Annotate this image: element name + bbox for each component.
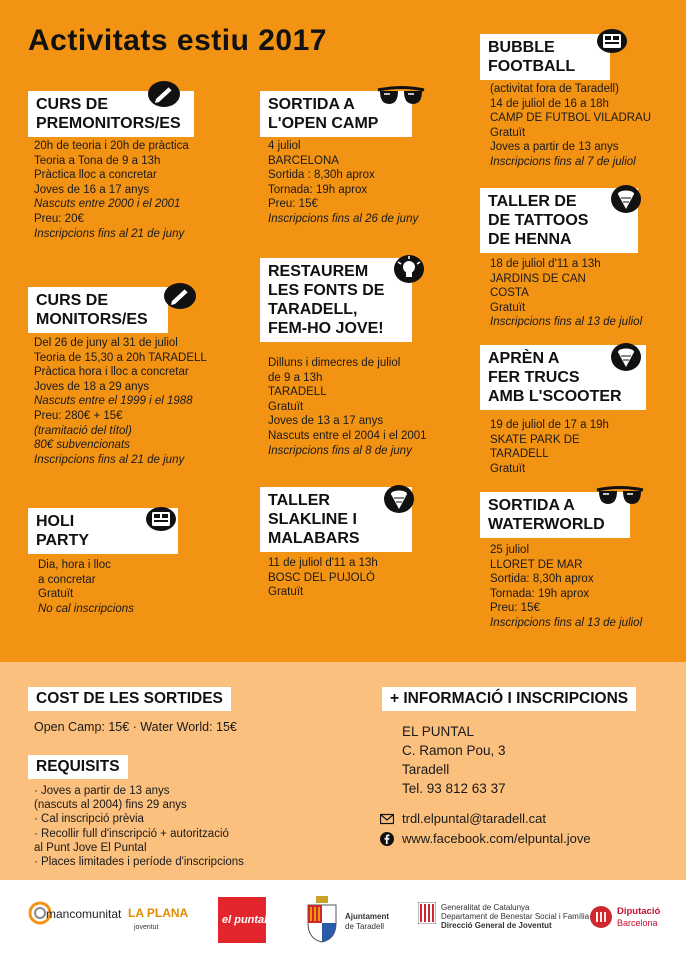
detail-line: Del 26 de juny al 31 de juliol — [34, 337, 178, 349]
diputacio-line-2: Barcelona — [617, 918, 658, 928]
detail-line: 18 de juliol d'11 a 13h — [490, 258, 601, 270]
generalitat-logo-icon — [418, 902, 436, 924]
ticket-icon — [596, 28, 628, 54]
detail-line: Preu: 20€ — [34, 212, 84, 225]
generalitat-line-1: Generalitat de Catalunya — [441, 903, 530, 912]
detail-line: Inscripcions fins al 21 de juny — [34, 453, 185, 466]
email-icon — [380, 812, 394, 826]
detail-line: 4 juliol — [268, 140, 301, 152]
detail-line: Preu: 15€ — [268, 198, 318, 211]
pencil-icon — [147, 80, 181, 108]
diputacio-logo-icon — [589, 905, 613, 929]
heading-line: TARADELL, — [268, 301, 358, 318]
heading-line: SORTIDA A — [488, 497, 575, 514]
heading-line: DE TATTOOS — [488, 212, 589, 229]
costs-heading: COST DE LES SORTIDES — [28, 687, 231, 711]
detail-line: C. Ramon Pou, 3 — [402, 743, 506, 758]
bubble-heading — [480, 34, 610, 80]
heading-line: MONITORS/ES — [36, 311, 148, 328]
heading-line: MALABARS — [268, 530, 360, 547]
email-link[interactable]: trdl.elpuntal@taradell.cat — [402, 811, 546, 826]
contact-address — [402, 722, 506, 798]
heading-line: LES FONTS DE — [268, 282, 385, 299]
fonts-details — [268, 356, 427, 458]
detail-line: de 9 a 13h — [268, 371, 323, 384]
facebook-link[interactable]: www.facebook.com/elpuntal.jove — [402, 831, 591, 846]
heading-line: TALLER — [268, 492, 330, 509]
heading-line: HOLI — [36, 513, 75, 530]
generalitat-line-2: Departament de Benestar Social i Família — [441, 912, 590, 921]
detail-line: (activitat fora de Taradell) — [490, 83, 619, 95]
cone-icon — [383, 484, 415, 514]
detail-line: Inscripcions fins al 13 de juliol — [490, 316, 643, 329]
heading-line: FOOTBALL — [488, 58, 576, 75]
detail-line: JARDINS DE CAN — [490, 272, 586, 285]
detail-line: (nascuts al 2004) fins 29 anys — [34, 799, 187, 812]
detail-line: Gratuït — [268, 400, 304, 413]
heading-line: L'OPEN CAMP — [268, 115, 379, 132]
cone-icon — [610, 184, 642, 214]
detail-line: Taradell — [402, 762, 450, 777]
detail-line: Gratuït — [490, 126, 526, 139]
detail-line: (tramitació del títol) — [34, 424, 132, 437]
pencil-icon — [163, 282, 197, 310]
detail-line: Inscripcions fins al 26 de juny — [268, 212, 419, 225]
detail-line: TARADELL — [490, 448, 549, 461]
detail-line: Nascuts entre el 1999 i el 1988 — [34, 395, 193, 408]
detail-line: Teoria a Tona de 9 a 13h — [34, 154, 161, 167]
heading-line: APRÈN A — [488, 350, 560, 367]
detail-line: BOSC DEL PUJOLÓ — [268, 571, 375, 584]
mancomunitat-logo-text: mancomunitat — [46, 907, 122, 921]
requisits-list — [34, 784, 244, 869]
sunglasses-icon — [595, 484, 645, 510]
detail-line: BARCELONA — [268, 154, 339, 167]
detail-line: Inscripcions fins al 7 de juliol — [490, 155, 636, 168]
heading-line: BUBBLE — [488, 39, 555, 56]
detail-line: Nascuts entre 2000 i el 2001 — [34, 198, 181, 211]
detail-line: COSTA — [490, 287, 529, 300]
detail-line: Tornada: 19h aprox — [490, 587, 590, 600]
heading-line: RESTAUREM — [268, 263, 369, 280]
detail-line: LLORET DE MAR — [490, 558, 583, 571]
detail-line: Pràctica hora i lloc a concretar — [34, 366, 189, 379]
detail-line: · Places limitades i període d'inscripcions — [34, 856, 244, 869]
cone-icon — [610, 342, 642, 372]
heading-line: FER TRUCS — [488, 369, 580, 386]
heading-line: TALLER DE — [488, 193, 577, 210]
detail-line: Preu: 280€ + 15€ — [34, 409, 123, 422]
sunglasses-icon — [376, 84, 426, 110]
opencamp-details — [268, 139, 418, 227]
detail-line: CAMP DE FUTBOL VILADRAU — [490, 112, 652, 125]
generalitat-line-3: Direcció General de Joventut — [441, 921, 552, 930]
joventut-logo-text: joventut — [134, 924, 159, 931]
detail-line: Teoria de 15,30 a 20h TARADELL — [34, 351, 207, 364]
premonitors-details — [34, 139, 189, 241]
heading-line: WATERWORLD — [488, 516, 605, 533]
detail-line: TARADELL — [268, 386, 327, 399]
lightbulb-icon — [393, 254, 425, 284]
detail-line: Gratuït — [268, 586, 304, 599]
ajuntament-line-2: de Taradell — [345, 922, 384, 931]
heading-line: DE HENNA — [488, 231, 572, 248]
detail-line: Gratuït — [490, 301, 526, 314]
detail-line: 20h de teoria i 20h de pràctica — [34, 140, 189, 152]
holi-details — [38, 558, 134, 616]
fonts-heading — [260, 258, 412, 342]
detail-line: Joves de 16 a 17 anys — [34, 183, 150, 196]
detail-line: · Cal inscripció prèvia — [34, 813, 144, 826]
waterworld-details — [490, 543, 642, 631]
detail-line: 80€ subvencionats — [34, 439, 130, 452]
detail-line: · Joves a partir de 13 anys — [34, 785, 170, 797]
laplana-logo-text: LA PLANA — [128, 906, 189, 920]
monitors-details — [34, 336, 207, 467]
heading-line: CURS DE — [36, 292, 109, 309]
detail-line: 19 de juliol de 17 a 19h — [490, 419, 609, 431]
elpuntal-logo-text: el puntal — [222, 914, 268, 926]
bubble-details — [490, 82, 651, 170]
heading-line: SLAKLINE I — [268, 511, 357, 528]
detail-line: · Recollir full d'inscripció + autorització — [34, 827, 229, 840]
monitors-heading — [28, 287, 168, 333]
detail-line: Inscripcions fins al 21 de juny — [34, 227, 185, 240]
detail-line: Joves de 13 a 17 anys — [268, 415, 384, 428]
detail-line: EL PUNTAL — [402, 724, 475, 739]
detail-line: al Punt Jove El Puntal — [34, 841, 147, 854]
heading-line: PARTY — [36, 532, 90, 549]
heading-line: FEM-HO JOVE! — [268, 320, 384, 337]
detail-line: Inscripcions fins al 8 de juny — [268, 444, 412, 457]
detail-line: Gratuït — [490, 462, 526, 475]
detail-line: Dilluns i dimecres de juliol — [268, 357, 401, 369]
detail-line: Gratuït — [38, 588, 74, 601]
detail-line: No cal inscripcions — [38, 602, 134, 615]
detail-line: Nascuts entre el 2004 i el 2001 — [268, 429, 427, 442]
taradell-coat-of-arms-icon — [305, 895, 339, 943]
tattoos-details — [490, 257, 642, 330]
detail-line: 14 de juliol de 16 a 18h — [490, 97, 609, 110]
ticket-icon — [145, 506, 177, 532]
heading-line: PREMONITORS/ES — [36, 115, 181, 132]
slakline-details — [268, 556, 378, 600]
detail-line: Sortida: 8,30h aprox — [490, 573, 594, 586]
diputacio-line-1: Diputació — [617, 906, 661, 917]
ajuntament-line-1: Ajuntament — [345, 912, 389, 921]
detail-line: a concretar — [38, 573, 96, 586]
detail-line: Preu: 15€ — [490, 602, 540, 615]
heading-line: AMB L'SCOOTER — [488, 388, 622, 405]
detail-line: Joves a partir de 13 anys — [490, 141, 619, 154]
heading-line: SORTIDA A — [268, 96, 355, 113]
info-heading: + INFORMACIÓ I INSCRIPCIONS — [382, 687, 636, 711]
detail-line: Inscripcions fins al 13 de juliol — [490, 616, 643, 629]
scooter-details — [490, 418, 609, 476]
detail-line: Pràctica lloc a concretar — [34, 169, 157, 182]
requisits-heading: REQUISITS — [28, 755, 128, 779]
detail-line: Tornada: 19h aprox — [268, 183, 368, 196]
detail-line: Tel. 93 812 63 37 — [402, 781, 506, 796]
detail-line: 11 de juliol d'11 a 13h — [268, 557, 378, 569]
facebook-icon — [380, 832, 394, 846]
detail-line: SKATE PARK DE — [490, 433, 580, 446]
heading-line: CURS DE — [36, 96, 109, 113]
costs-line: Open Camp: 15€ · Water World: 15€ — [34, 720, 237, 734]
detail-line: Dia, hora i lloc — [38, 559, 111, 571]
detail-line: 25 juliol — [490, 544, 529, 556]
detail-line: Sortida : 8,30h aprox — [268, 169, 375, 182]
poster-title: Activitats estiu 2017 — [28, 24, 327, 57]
detail-line: Joves de 18 a 29 anys — [34, 380, 150, 393]
